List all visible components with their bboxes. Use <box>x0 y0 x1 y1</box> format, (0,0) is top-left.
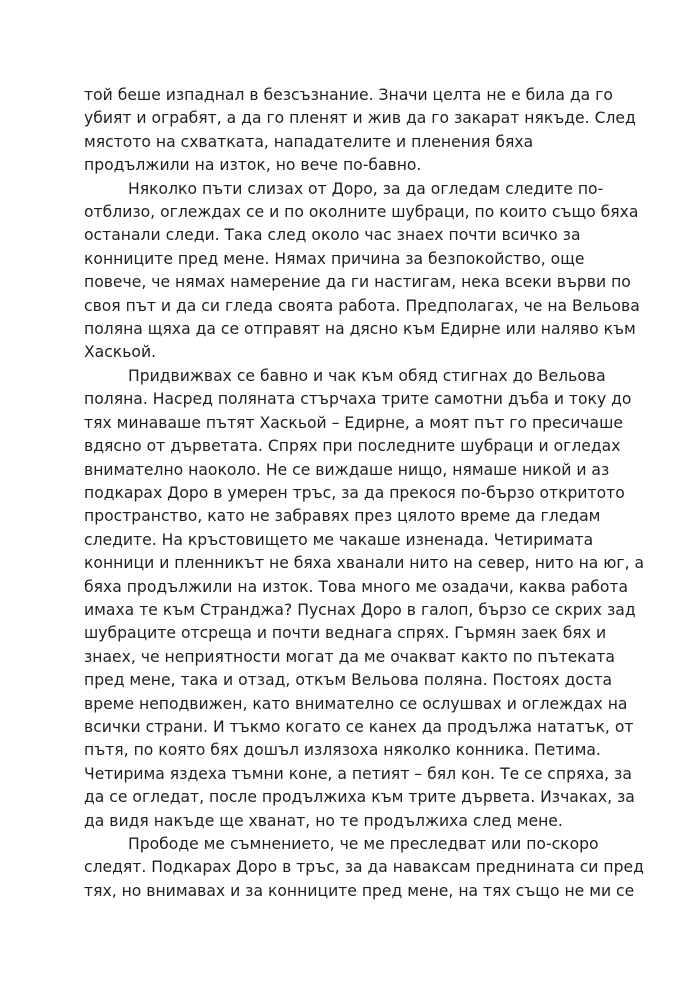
text-line: убият и ограбят, а да го пленят и жив да го закарат някъде. След <box>84 109 636 128</box>
text-line: поляна щяха да се отправят на дясно към Едирне или наляво към <box>84 320 636 339</box>
text-line: тях, но внимавах и за конниците пред мене, на тях също не ми се <box>84 881 635 900</box>
text-line: следят. Подкарах Доро в тръс, за да наваксам преднината си пред <box>84 858 644 877</box>
text-line: вдясно от дърветата. Спрях при последните шубраци и огледах <box>84 437 621 456</box>
text-line: повече, че нямах намерение да ги настигам, нека всеки върви по <box>84 273 631 292</box>
text-line: останали следи. Така след около час знаех почти всичко за <box>84 226 581 245</box>
text-line: имаха те към Странджа? Пуснах Доро в галоп, бързо се скрих зад <box>84 600 636 619</box>
text-line: знаех, че неприятности могат да ме очакват както по пътеката <box>84 647 615 666</box>
text-line: шубраците отсреща и почти веднага спрях. Гърмян заек бях и <box>84 624 607 643</box>
text-line: своя път и да си гледа своята работа. Предполагах, че на Вельова <box>84 296 640 315</box>
text-line: внимателно наоколо. Не се виждаше нищо, нямаше никой и аз <box>84 460 610 479</box>
body-text <box>84 84 645 903</box>
text-line: да се огледат, после продължиха към трите дървета. Изчаках, за <box>84 788 635 807</box>
text-line: Хаскьой. <box>84 343 157 362</box>
text-line: тях минаваше пътят Хаскьой – Едирне, а моят път го пресичаше <box>84 413 623 432</box>
paragraph-first-line: Прободе ме съмнението, че ме преследват или по-скоро <box>128 835 599 853</box>
text-line: да видя накъде ще хванат, но те продължиха след мене. <box>84 811 563 830</box>
text-line: конниците пред мене. Нямах причина за безпокойство, още <box>84 249 585 268</box>
text-line: продължили на изток, но вече по-бавно. <box>84 156 422 175</box>
text-line: поляна. Насред поляната стърчаха трите самотни дъба и току до <box>84 390 632 409</box>
text-line: бяха продължили на изток. Това много ме озадачи, каква работа <box>84 577 629 596</box>
paragraph-first-line: Придвижвах се бавно и чак към обяд стигнах до Вельова <box>128 366 606 385</box>
text-line: конници и пленникът не бяха хванали нито на север, нито на юг, а <box>84 554 645 573</box>
text-line: Четирима яздеха тъмни коне, а петият – бял кон. Те се спряха, за <box>84 764 632 783</box>
text-line: подкарах Доро в умерен тръс, за да прекося по-бързо откритото <box>84 483 625 502</box>
text-line: пътя, по която бях дошъл излязоха няколко конника. Петима. <box>84 741 601 760</box>
text-line: пространство, като не забравях през цялото време да гледам <box>84 507 601 526</box>
text-line: време неподвижен, като внимателно се ослушвах и оглеждах на <box>84 694 628 713</box>
paragraph-first-line: Няколко пъти слизах от Доро, за да огледам следите по- <box>128 179 604 198</box>
text-line: пред мене, така и отзад, откъм Вельова поляна. Постоях доста <box>84 671 613 690</box>
text-line: той беше изпаднал в безсъзнание. Значи целта не е била да го <box>84 86 613 104</box>
text-line: следите. На кръстовището ме чакаше изненада. Четиримата <box>84 530 594 549</box>
text-line: мястото на схватката, нападателите и пленения бяха <box>84 132 534 151</box>
text-line: всички страни. И тъкмо когато се канех да продължа нататък, от <box>84 717 634 736</box>
text-line: отблизо, оглеждах се и по околните шубраци, по които също бяха <box>84 203 639 222</box>
